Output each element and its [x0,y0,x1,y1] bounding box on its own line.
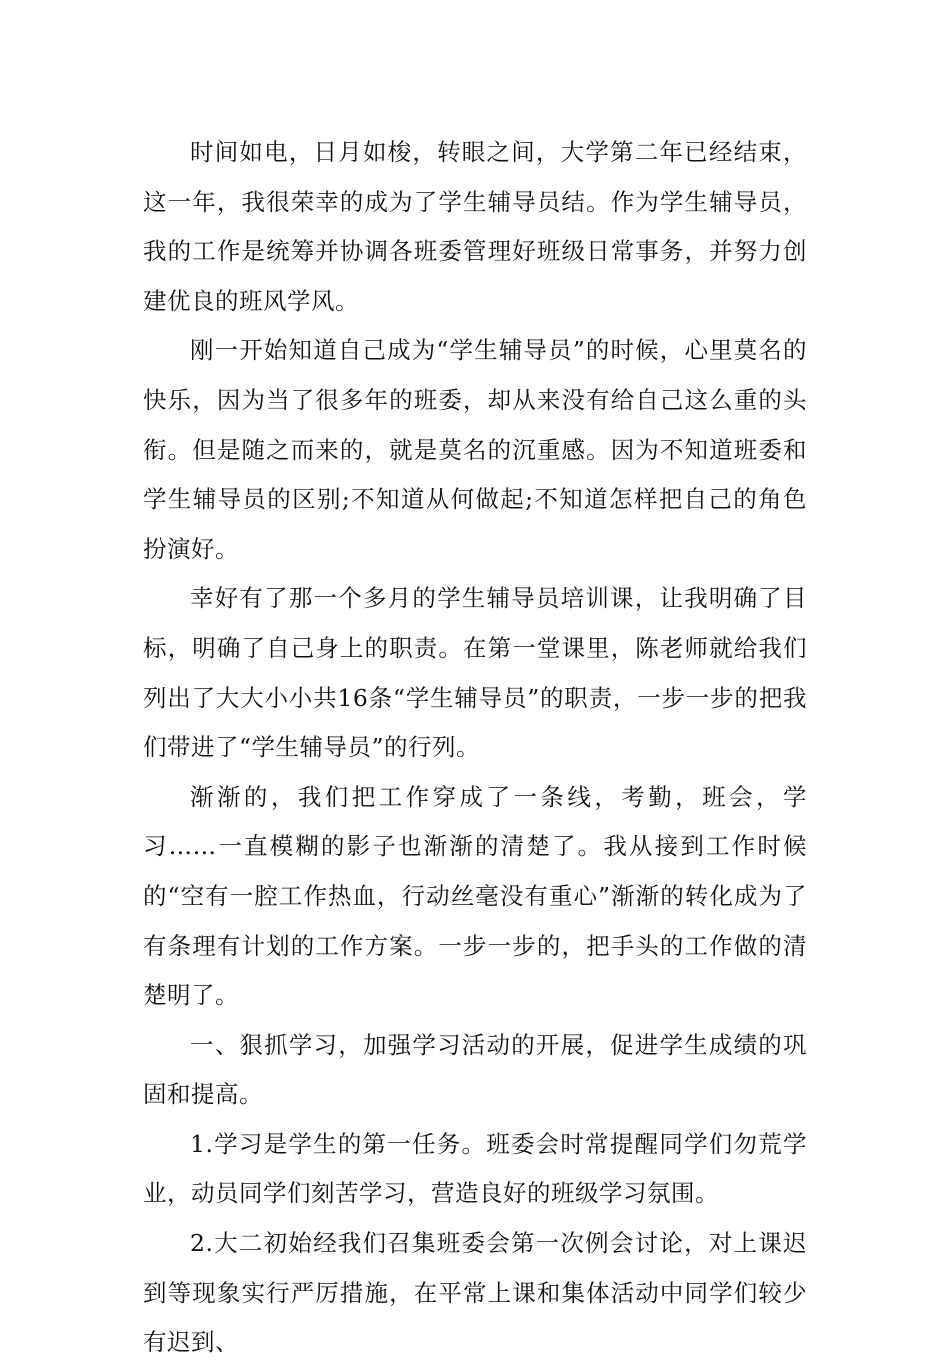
section-heading-study: 一、狠抓学习，加强学习活动的开展，促进学生成绩的巩固和提高。 [143,1030,807,1109]
paragraph-training: 幸好有了那一个多月的学生辅导员培训课，让我明确了目标，明确了自己身上的职责。在第一堂课里，陈老师就给我们列出了大大小小共16条“学生辅导员”的职责，一步一步的把我们带进了“学生辅导员”的行列。 [143,584,807,762]
document-body [143,128,807,1368]
paragraph-progress: 渐渐的，我们把工作穿成了一条线，考勤，班会，学习……一直模糊的影子也渐渐的清楚了。我从接到工作时候的“空有一腔工作热血，行动丝毫没有重心”渐渐的转化成为了有条理有计划的工作方案。一步一步的，把手头的工作做的清楚明了。 [143,782,807,1010]
list-item-2: 2.大二初始经我们召集班委会第一次例会讨论，对上课迟到等现象实行严厉措施，在平常上课和集体活动中同学们较少有迟到、 [143,1229,807,1357]
list-item-1: 1.学习是学生的第一任务。班委会时常提醒同学们勿荒学业，动员同学们刻苦学习，营造良好的班级学习氛围。 [143,1129,807,1208]
paragraph-first-feelings: 刚一开始知道自己成为“学生辅导员”的时候，心里莫名的快乐，因为当了很多年的班委，却从来没有给自己这么重的头衔。但是随之而来的，就是莫名的沉重感。因为不知道班委和学生辅导员的区别;不知道从何做起;不知道怎样把自己的角色扮演好。 [143,336,807,563]
paragraph-intro: 时间如电，日月如梭，转眼之间，大学第二年已经结束，这一年，我很荣幸的成为了学生辅导员结。作为学生辅导员，我的工作是统筹并协调各班委管理好班级日常事务，并努力创建优良的班风学风。 [143,138,807,315]
